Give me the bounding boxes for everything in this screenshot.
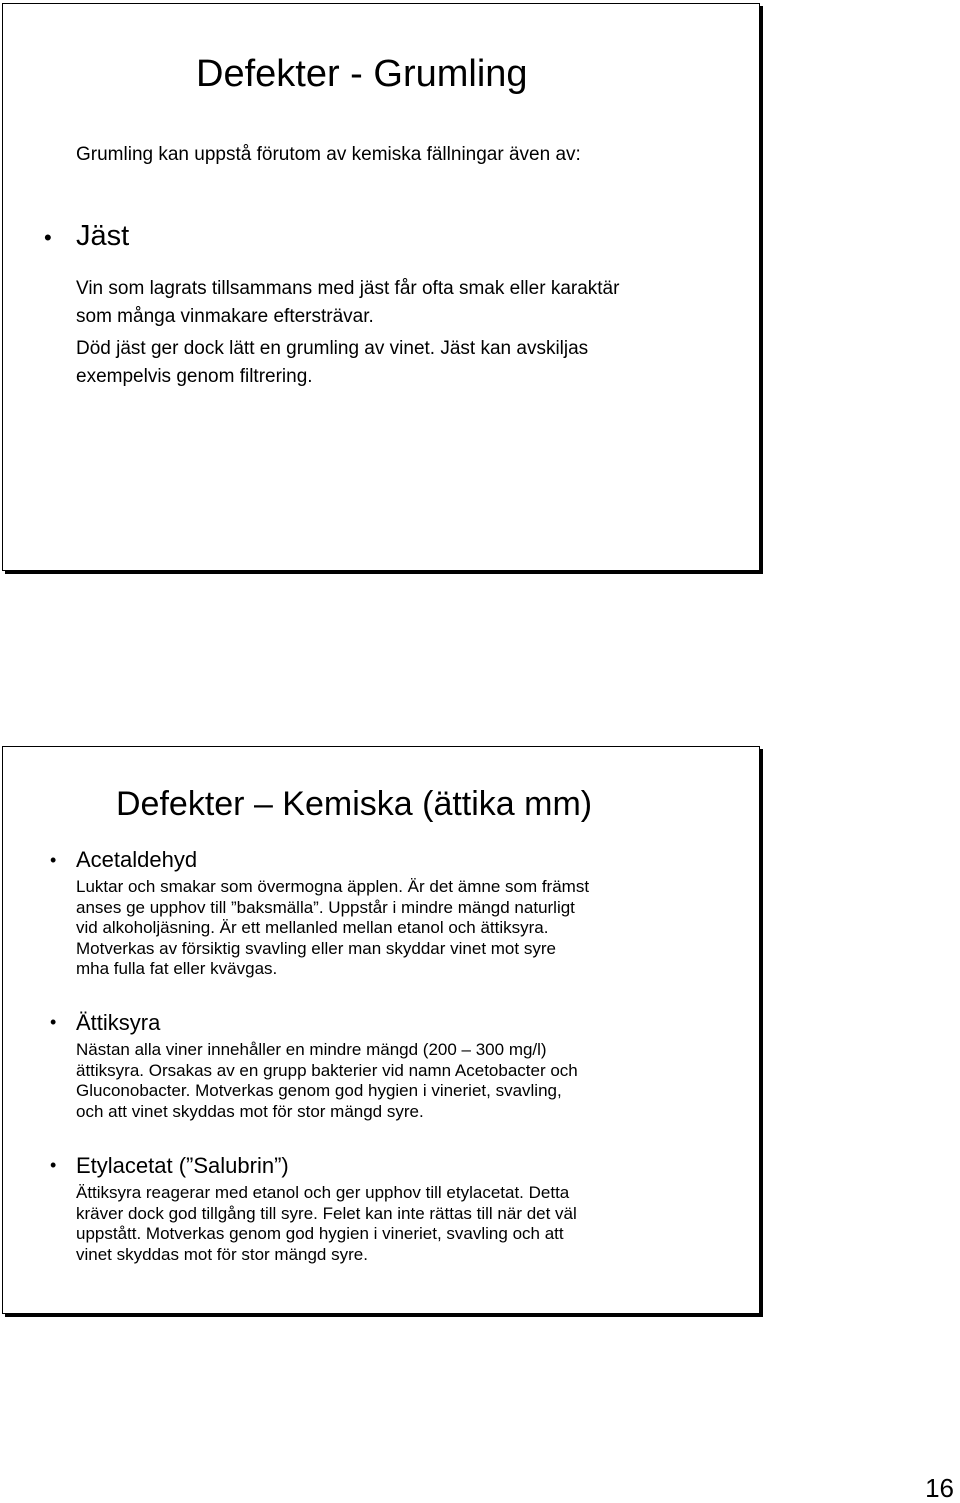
section-line: Luktar och smakar som övermogna äpplen. Är det ämne som främst [76, 877, 590, 896]
section-line: mha fulla fat eller kvävgas. [76, 959, 278, 978]
section-line: Gluconobacter. Motverkas genom god hygien i vineriet, svavling, [76, 1081, 562, 1100]
section-line: ättiksyra. Orsakas av en grupp bakterier vid namn Acetobacter och [76, 1060, 578, 1080]
section-line: Motverkas av försiktig svavling eller man skyddar vinet mot syre [76, 938, 556, 958]
section-heading-acetaldehyd: Acetaldehyd [76, 847, 198, 872]
slide-1-intro: Grumling kan uppstå förutom av kemiska fällningar även av: [76, 144, 581, 165]
section-line: uppstått. Motverkas genom god hygien i vineriet, svavling och att [76, 1224, 564, 1243]
section-heading-etylacetat: Etylacetat (”Salubrin”) [76, 1153, 289, 1178]
bullet-icon: • [50, 1155, 57, 1175]
slide-1-heading-jast: Jäst [76, 220, 130, 252]
section-line: Ättiksyra reagerar med etanol och ger upphov till etylacetat. Detta [76, 1183, 570, 1202]
section-line: vid alkoholjäsning. Är ett mellanled mellan etanol och ättiksyra. [76, 918, 549, 937]
slide-1-line: Vin som lagrats tillsammans med jäst får ofta smak eller karaktär [76, 278, 620, 299]
page-number: 16 [925, 1473, 954, 1503]
section-line: och att vinet skyddas mot för stor mängd syre. [76, 1101, 424, 1121]
slide-1-line: som många vinmakare eftersträvar. [76, 306, 374, 327]
slide-2-title: Defekter – Kemiska (ättika mm) [116, 785, 593, 823]
section-line: Nästan alla viner innehåller en mindre mängd (200 – 300 mg/l) [76, 1040, 547, 1059]
section-heading-attiksyra: Ättiksyra [76, 1010, 161, 1035]
slide-1-title: Defekter - Grumling [196, 53, 528, 95]
section-line: kräver dock god tillgång till syre. Felet kan inte rättas till när det väl [76, 1203, 577, 1223]
slide-1-line: Död jäst ger dock lätt en grumling av vinet. Jäst kan avskiljas [76, 338, 589, 359]
bullet-icon: • [44, 225, 52, 250]
section-line: vinet skyddas mot för stor mängd syre. [76, 1244, 368, 1264]
slide-1-line: exempelvis genom filtrering. [76, 366, 313, 387]
bullet-icon: • [50, 1012, 57, 1032]
bullet-icon: • [50, 850, 57, 870]
section-line: anses ge upphov till ”baksmälla”. Uppstår i mindre mängd naturligt [76, 897, 575, 917]
